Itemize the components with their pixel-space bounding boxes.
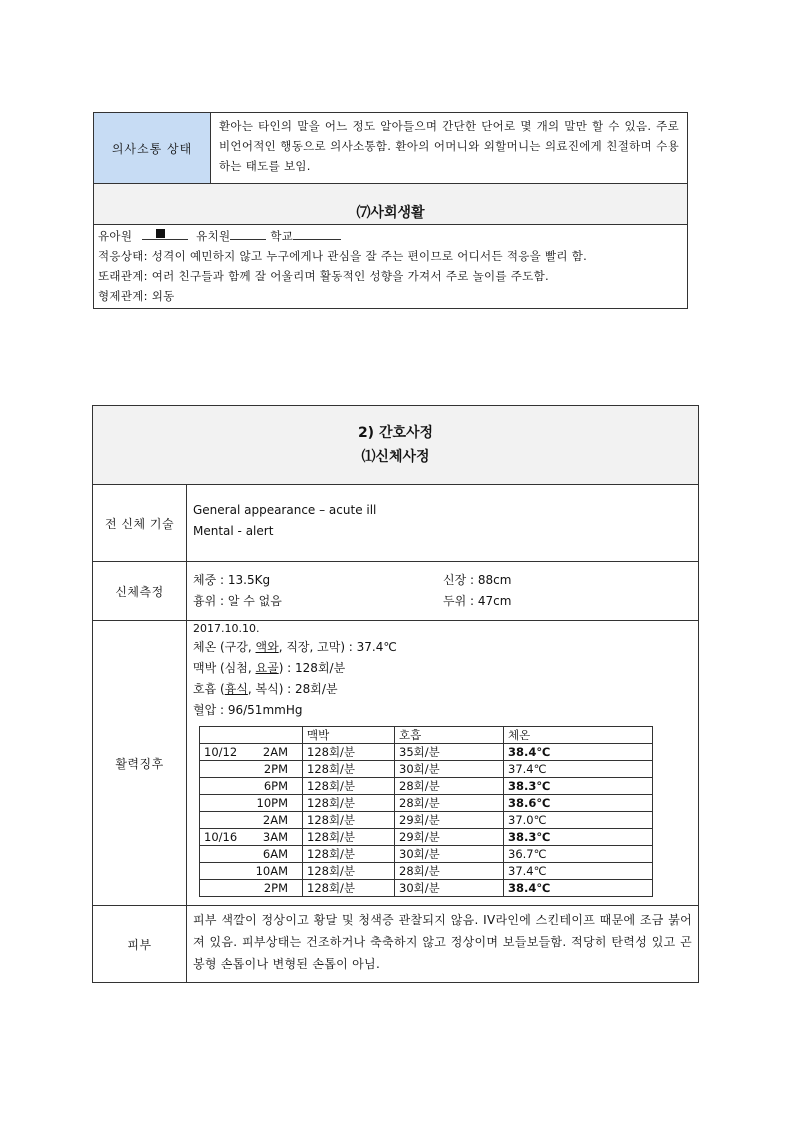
- nursing-title: 2) 간호사정: [357, 425, 434, 441]
- pulse-line: [193, 658, 692, 679]
- header-temp: 체온: [504, 727, 653, 744]
- row-time-cell: [200, 761, 303, 778]
- row-temp: 37.4℃: [504, 863, 653, 880]
- row-pulse: 128회/분: [303, 744, 395, 761]
- temp-suffix: , 직장, 고막) : 37.4℃: [278, 640, 397, 654]
- general-label: 전 신체 기술: [93, 485, 187, 561]
- peers-text: 또래관계: 여러 친구들과 함께 잘 어울리며 활동적인 성향을 가져서 주로 놀이를 주도함.: [98, 269, 549, 283]
- table-row: [200, 829, 653, 846]
- table-row: [200, 880, 653, 897]
- school-kindergarten-label: 유아원: [98, 229, 133, 243]
- communication-row: [94, 113, 687, 184]
- communication-social-table: [93, 112, 688, 309]
- table-row: [200, 812, 653, 829]
- row-pulse: 128회/분: [303, 846, 395, 863]
- preschool-blank: [230, 227, 266, 240]
- row-temp: 38.4℃: [504, 744, 653, 761]
- table-row: [200, 778, 653, 795]
- row-resp: 29회/분: [395, 812, 504, 829]
- communication-label: 의사소통 상태: [94, 113, 211, 183]
- nursing-assessment-table: [92, 405, 699, 983]
- kindergarten-blank: [142, 227, 188, 240]
- row-time: 2AM: [262, 745, 288, 759]
- row-time-cell: [200, 744, 303, 761]
- row-temp: 36.7℃: [504, 846, 653, 863]
- vitals-table-body: [200, 744, 653, 897]
- measure-row: [93, 562, 698, 621]
- row-resp: 30회/분: [395, 880, 504, 897]
- header-blank: [200, 727, 303, 744]
- row-pulse: 128회/분: [303, 812, 395, 829]
- header-resp: 호흡: [395, 727, 504, 744]
- skin-text: 피부 색깔이 정상이고 황달 및 청색증 관찰되지 않음. IV라인에 스킨테이프 때문에 조금 붉어져 있음. 피부상태는 건조하거나 축축하지 않고 정상이며 보들보들함. 적당히 탄력성 있고 곤봉형 손톱이나 변형된 손톱이 아님.: [193, 913, 692, 971]
- measure-line-1: [193, 570, 692, 591]
- pulse-prefix: 맥박 (심첨,: [193, 661, 256, 675]
- chest: 흉위 : 알 수 없음: [193, 594, 282, 608]
- row-temp: 37.0℃: [504, 812, 653, 829]
- row-temp: 38.4℃: [504, 880, 653, 897]
- row-time: 2AM: [262, 813, 288, 827]
- row-temp: 38.6℃: [504, 795, 653, 812]
- row-time: 6PM: [263, 779, 288, 793]
- row-time: 10AM: [255, 864, 288, 878]
- row-temp: 38.3℃: [504, 778, 653, 795]
- school-school-label: 학교: [270, 229, 294, 243]
- resp-line: [193, 679, 692, 700]
- social-body: [94, 225, 687, 308]
- row-pulse: 128회/분: [303, 778, 395, 795]
- vitals-label: 활력징후: [93, 621, 187, 905]
- pulse-suffix: ) : 128회/분: [278, 661, 346, 675]
- measure-label: 신체측정: [93, 562, 187, 620]
- vitals-row: [93, 621, 698, 906]
- table-row: [200, 761, 653, 778]
- row-time: 2PM: [263, 881, 288, 895]
- measure-line-2: [193, 591, 692, 612]
- row-temp: 38.3℃: [504, 829, 653, 846]
- school-blank: [293, 227, 341, 240]
- row-resp: 29회/분: [395, 829, 504, 846]
- row-time-cell: [200, 829, 303, 846]
- skin-label: 피부: [93, 906, 187, 982]
- table-row: [200, 846, 653, 863]
- row-resp: 30회/분: [395, 761, 504, 778]
- resp-suffix: , 복식) : 28회/분: [247, 682, 338, 696]
- weight: 체중 : 13.5Kg: [193, 573, 271, 587]
- row-date: 10/16: [204, 830, 238, 844]
- row-time: 10PM: [256, 796, 288, 810]
- table-row: [200, 863, 653, 880]
- general-value: [187, 485, 698, 561]
- row-resp: 28회/분: [395, 795, 504, 812]
- adaptation-text: 적응상태: 성격이 예민하지 않고 누구에게나 관심을 잘 주는 편이므로 어디서든 적응을 빨리 함.: [98, 249, 588, 263]
- row-time: 2PM: [263, 762, 288, 776]
- row-time-cell: [200, 863, 303, 880]
- row-time-cell: [200, 778, 303, 795]
- row-time-cell: [200, 812, 303, 829]
- header-pulse: 맥박: [303, 727, 395, 744]
- vitals-date: 2017.10.10.: [193, 622, 260, 635]
- communication-text: 환아는 타인의 말을 어느 정도 알아들으며 간단한 단어로 몇 개의 말만 할 수 있음. 주로 비언어적인 행동으로 의사소통함. 환아의 어머니와 외할머니는 의료진에게 친절하며 수용하는 태도를 보임.: [219, 119, 679, 173]
- temp-method: 액와: [255, 640, 279, 654]
- row-resp: 35회/분: [395, 744, 504, 761]
- mental-status: Mental - alert: [193, 524, 274, 538]
- table-row: [200, 744, 653, 761]
- nursing-subtitle: ⑴신체사정: [361, 449, 430, 465]
- head-circumference: 두위 : 47cm: [443, 594, 512, 608]
- height: 신장 : 88cm: [443, 573, 512, 587]
- bp-line: 혈압 : 96/51mmHg: [193, 703, 303, 717]
- resp-prefix: 호흡 (: [193, 682, 225, 696]
- checked-square-icon: [156, 229, 165, 238]
- row-resp: 28회/분: [395, 778, 504, 795]
- social-title: ⑺사회생활: [94, 184, 687, 225]
- nursing-header: [93, 406, 698, 485]
- skin-row: [93, 906, 698, 982]
- vitals-table-header: [200, 727, 653, 744]
- school-line: [98, 226, 683, 246]
- resp-method: 흉식: [224, 682, 248, 696]
- siblings-text: 형제관계: 외동: [98, 289, 175, 303]
- row-resp: 28회/분: [395, 863, 504, 880]
- row-time: 3AM: [262, 830, 288, 844]
- row-time-cell: [200, 846, 303, 863]
- table-row: [200, 795, 653, 812]
- row-date: 10/12: [204, 745, 238, 759]
- measure-value: [187, 562, 698, 620]
- row-resp: 30회/분: [395, 846, 504, 863]
- row-pulse: 128회/분: [303, 880, 395, 897]
- row-pulse: 128회/분: [303, 761, 395, 778]
- row-time-cell: [200, 880, 303, 897]
- row-temp: 37.4℃: [504, 761, 653, 778]
- row-time: 6AM: [262, 847, 288, 861]
- general-appearance: General appearance – acute ill: [193, 503, 377, 517]
- vitals-value: [187, 621, 698, 905]
- row-pulse: 128회/분: [303, 829, 395, 846]
- row-time-cell: [200, 795, 303, 812]
- school-preschool-label: 유치원: [196, 229, 231, 243]
- pulse-method: 요골: [255, 661, 279, 675]
- general-row: [93, 485, 698, 562]
- row-pulse: 128회/분: [303, 795, 395, 812]
- vitals-table: [199, 726, 653, 897]
- row-pulse: 128회/분: [303, 863, 395, 880]
- temp-prefix: 체온 (구강,: [193, 640, 256, 654]
- temp-line: [193, 637, 692, 658]
